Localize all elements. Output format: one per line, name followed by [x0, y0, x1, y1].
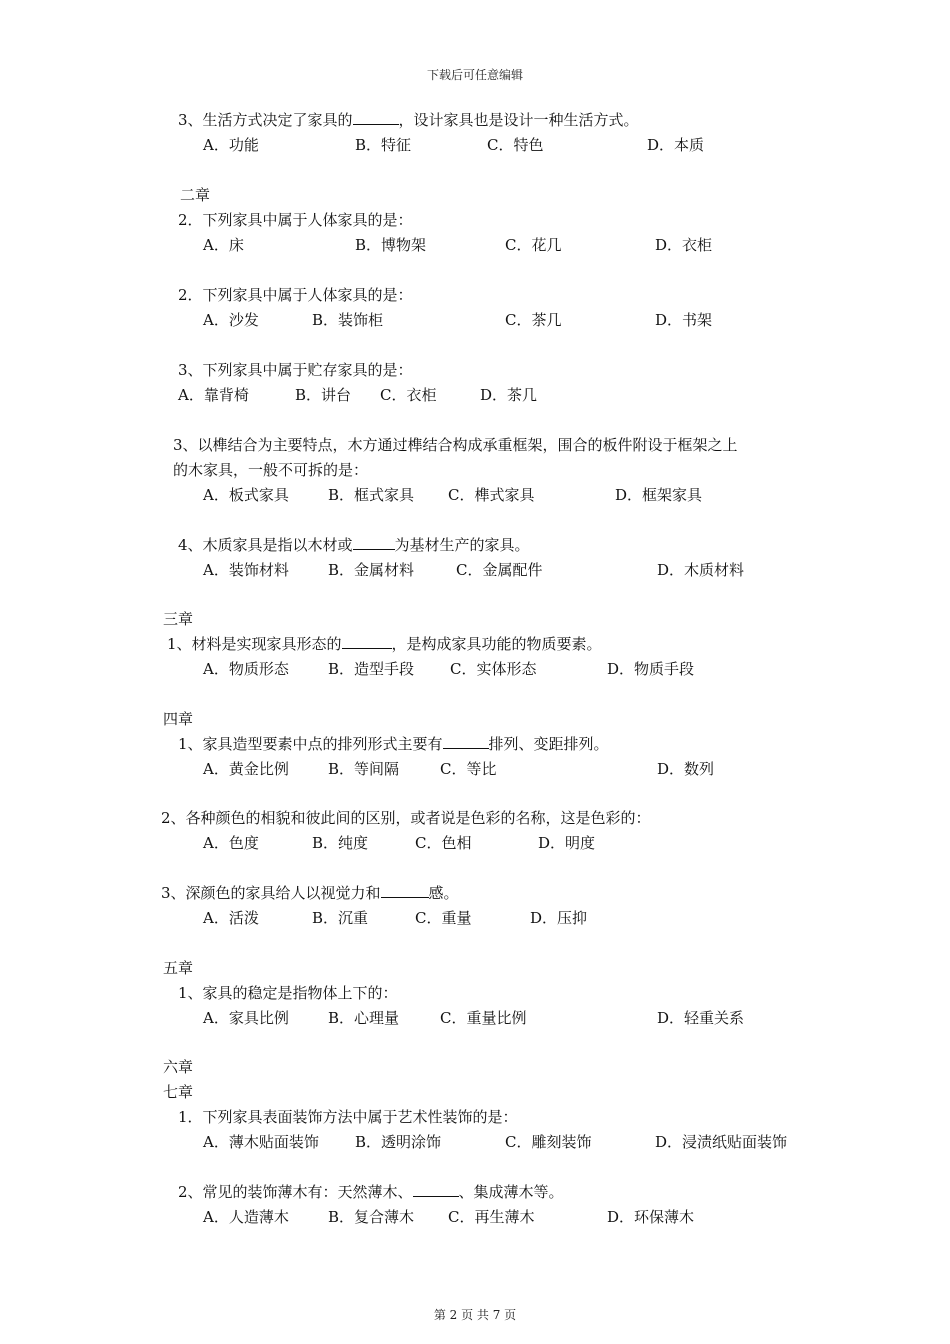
option-d: D．物质手段 — [607, 660, 695, 678]
question-text-post: ，是构成家具功能的物质要素。 — [391, 635, 602, 653]
option-b: B．造型手段 — [328, 660, 415, 678]
option-c: C．特色 — [487, 136, 544, 154]
chapter-heading: 三章 — [163, 610, 194, 628]
question-text — [161, 883, 459, 903]
option-a: A．板式家具 — [203, 486, 289, 504]
answer-blank — [381, 883, 429, 898]
question-text — [178, 110, 639, 130]
question-text — [178, 1182, 564, 1202]
chapter-heading: 四章 — [163, 710, 194, 728]
option-b: B．心理量 — [328, 1009, 400, 1027]
answer-blank — [413, 1182, 459, 1197]
question-text-pre: 3、深颜色的家具给人以视觉力和 — [161, 884, 381, 902]
option-c: C．雕刻装饰 — [505, 1133, 592, 1151]
chapter-heading: 五章 — [163, 959, 194, 977]
answer-blank — [443, 734, 489, 749]
option-d: D．环保薄木 — [607, 1208, 695, 1226]
option-a: A．装饰材料 — [203, 561, 289, 579]
option-a: A．床 — [203, 236, 244, 254]
page-footer: 第 2 页 共 7 页 — [433, 1308, 517, 1322]
question-text: 的木家具，一般不可拆的是： — [173, 461, 369, 479]
option-b: B．透明涂饰 — [355, 1133, 442, 1151]
option-b: B．等间隔 — [328, 760, 400, 778]
question-text-pre: 2、常见的装饰薄木有：天然薄木、 — [178, 1183, 413, 1201]
question-text: 1、家具的稳定是指物体上下的： — [178, 984, 398, 1002]
option-b: B．特征 — [355, 136, 412, 154]
option-b: B．装饰柜 — [312, 311, 384, 329]
question-text: 2．下列家具中属于人体家具的是： — [178, 286, 413, 304]
option-d: D．衣柜 — [655, 236, 713, 254]
option-c: C．色相 — [415, 834, 472, 852]
option-b: B．纯度 — [312, 834, 369, 852]
question-text-post: 感。 — [428, 884, 459, 902]
option-d: D．书架 — [655, 311, 713, 329]
chapter-heading: 二章 — [180, 186, 211, 204]
option-b: B．博物架 — [355, 236, 427, 254]
option-d: D．茶几 — [480, 386, 538, 404]
option-a: A．物质形态 — [203, 660, 289, 678]
option-c: C．金属配件 — [456, 561, 543, 579]
option-a: A．人造薄木 — [203, 1208, 289, 1226]
chapter-heading: 六章 — [163, 1058, 194, 1076]
question-text: 2．下列家具中属于人体家具的是： — [178, 211, 413, 229]
option-b: B．沉重 — [312, 909, 369, 927]
option-d: D．压抑 — [530, 909, 588, 927]
option-c: C．等比 — [440, 760, 497, 778]
option-a: A．黄金比例 — [203, 760, 289, 778]
question-text: 3、下列家具中属于贮存家具的是： — [178, 361, 413, 379]
option-c: C．榫式家具 — [448, 486, 535, 504]
question-text — [178, 535, 530, 555]
option-d: D．本质 — [647, 136, 705, 154]
question-text-pre: 1、材料是实现家具形态的 — [167, 635, 342, 653]
question-text: 3、以榫结合为主要特点，木方通过榫结合构成承重框架，围合的板件附设于框架之上 — [173, 436, 738, 454]
question-text-post: 、集成薄木等。 — [458, 1183, 564, 1201]
option-a: A．家具比例 — [203, 1009, 289, 1027]
option-a: A．沙发 — [203, 311, 259, 329]
question-text-pre: 4、木质家具是指以木材或 — [178, 536, 353, 554]
option-b: B．讲台 — [295, 386, 352, 404]
option-d: D．轻重关系 — [657, 1009, 745, 1027]
option-a: A．薄木贴面装饰 — [203, 1133, 319, 1151]
option-c: C．重量 — [415, 909, 472, 927]
question-text — [167, 634, 602, 654]
option-c: C．花几 — [505, 236, 562, 254]
option-c: C．重量比例 — [440, 1009, 527, 1027]
option-a: A．靠背椅 — [178, 386, 249, 404]
option-b: B．金属材料 — [328, 561, 415, 579]
option-b: B．框式家具 — [328, 486, 415, 504]
option-a: A．活泼 — [203, 909, 259, 927]
option-c: C．衣柜 — [380, 386, 437, 404]
option-c: C．实体形态 — [450, 660, 537, 678]
question-text-post: ，设计家具也是设计一种生活方式。 — [398, 111, 639, 129]
option-d: D．浸渍纸贴面装饰 — [655, 1133, 788, 1151]
option-b: B．复合薄木 — [328, 1208, 415, 1226]
question-text: 2、各种颜色的相貌和彼此间的区别，或者说是色彩的名称，这是色彩的： — [161, 809, 651, 827]
question-text-pre: 3、生活方式决定了家具的 — [178, 111, 353, 129]
option-c: C．再生薄木 — [448, 1208, 535, 1226]
page-header: 下载后可任意编辑 — [426, 68, 523, 82]
chapter-heading: 七章 — [163, 1083, 194, 1101]
answer-blank — [353, 110, 399, 125]
option-d: D．明度 — [538, 834, 596, 852]
answer-blank — [342, 634, 392, 649]
question-text-post: 为基材生产的家具。 — [394, 536, 530, 554]
question-text-post: 排列、变距排列。 — [488, 735, 609, 753]
option-a: A．色度 — [203, 834, 259, 852]
option-d: D．木质材料 — [657, 561, 745, 579]
option-a: A．功能 — [203, 136, 259, 154]
question-text-pre: 1、家具造型要素中点的排列形式主要有 — [178, 735, 443, 753]
question-text — [178, 734, 609, 754]
question-text: 1．下列家具表面装饰方法中属于艺术性装饰的是： — [178, 1108, 518, 1126]
option-d: D．框架家具 — [615, 486, 703, 504]
option-c: C．茶几 — [505, 311, 562, 329]
option-d: D．数列 — [657, 760, 715, 778]
answer-blank — [353, 535, 395, 550]
